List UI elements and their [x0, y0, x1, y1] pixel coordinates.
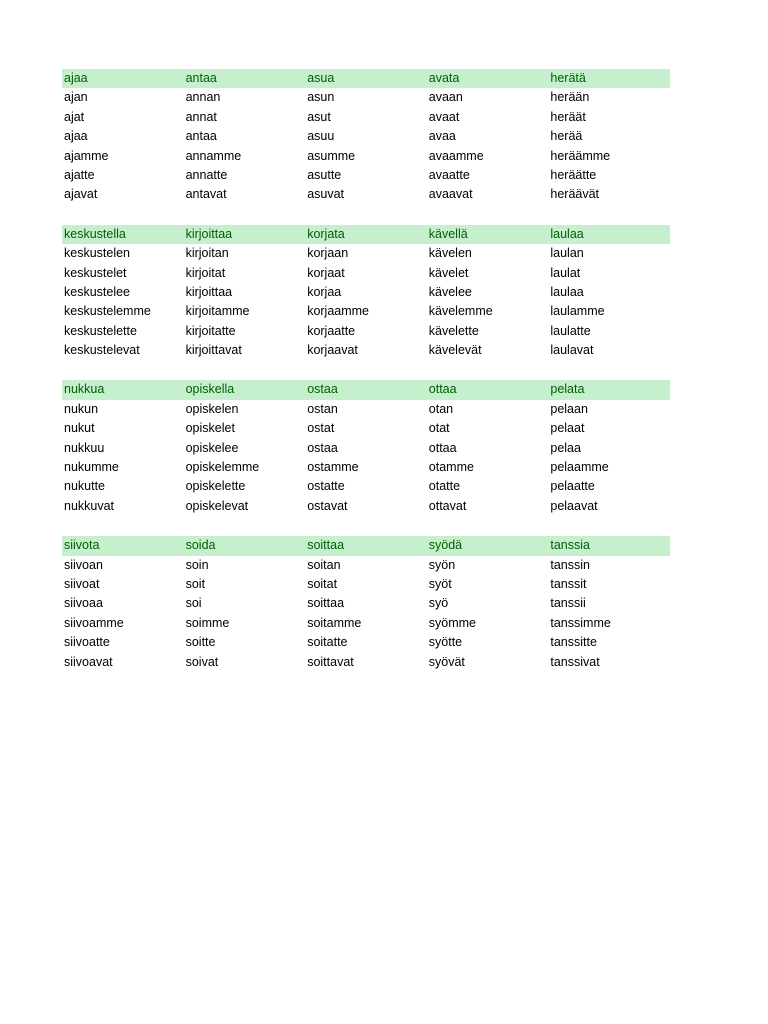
verb-header-row: [62, 380, 670, 399]
data-cell[interactable]: syötte: [428, 635, 463, 650]
conjugation-row: [62, 283, 670, 302]
conjugation-row: [62, 108, 670, 127]
data-cell[interactable]: siivoavat: [64, 654, 113, 669]
data-cell[interactable]: syöt: [428, 576, 452, 591]
data-cell[interactable]: opiskelevat: [185, 498, 249, 513]
conjugation-row: [62, 400, 670, 419]
conjugation-row: [62, 556, 670, 575]
data-cell[interactable]: laulan: [550, 246, 584, 261]
data-cell[interactable]: ostavat: [307, 498, 348, 513]
data-cell[interactable]: pelaavat: [550, 498, 598, 513]
data-cell[interactable]: ajat: [64, 109, 85, 124]
data-cell[interactable]: avaamme: [428, 148, 484, 163]
data-cell[interactable]: syömme: [428, 615, 477, 630]
data-cell[interactable]: soitatte: [307, 635, 348, 650]
header-cell[interactable]: laulaa: [550, 226, 584, 241]
conjugation-row: [62, 614, 670, 633]
data-cell[interactable]: annat: [185, 109, 217, 124]
data-cell[interactable]: keskustelee: [64, 284, 131, 299]
data-cell[interactable]: ostat: [307, 421, 335, 436]
data-cell[interactable]: syön: [428, 557, 456, 572]
conjugation-row: [62, 341, 670, 360]
conjugation-row: [62, 147, 670, 166]
data-cell[interactable]: nukut: [64, 421, 95, 436]
header-cell[interactable]: ajaa: [64, 71, 88, 85]
conjugation-row: [62, 575, 670, 594]
header-cell[interactable]: keskustella: [64, 226, 126, 241]
header-cell[interactable]: kirjoittaa: [185, 226, 233, 241]
conjugation-row: [62, 477, 670, 496]
data-cell[interactable]: korjaan: [307, 246, 349, 261]
data-cell[interactable]: soimme: [185, 615, 230, 630]
data-cell[interactable]: kävelee: [428, 284, 472, 299]
data-cell[interactable]: ostaa: [307, 440, 338, 455]
data-cell[interactable]: heräämme: [550, 148, 611, 163]
data-cell[interactable]: tanssitte: [550, 635, 597, 650]
header-cell[interactable]: tanssia: [550, 538, 590, 553]
data-cell[interactable]: keskustelen: [64, 246, 131, 261]
header-cell[interactable]: nukkua: [64, 382, 105, 397]
data-cell[interactable]: kirjoitan: [185, 246, 229, 261]
header-cell[interactable]: herätä: [550, 71, 586, 85]
data-cell[interactable]: ajavat: [64, 187, 98, 202]
data-cell[interactable]: ostamme: [307, 460, 359, 475]
data-cell[interactable]: heräätte: [550, 167, 597, 182]
verb-group-2: [62, 225, 670, 361]
data-cell[interactable]: avaavat: [428, 187, 473, 202]
conjugation-row: [62, 458, 670, 477]
verb-group-1: [62, 69, 670, 205]
data-cell[interactable]: avaat: [428, 109, 460, 124]
conjugation-row: [62, 166, 670, 185]
data-cell[interactable]: ottaa: [428, 440, 457, 455]
data-cell[interactable]: laulat: [550, 265, 581, 280]
data-cell[interactable]: soitat: [307, 576, 338, 591]
data-cell[interactable]: asuu: [307, 129, 335, 144]
data-cell[interactable]: otat: [428, 421, 450, 436]
data-cell[interactable]: opiskelette: [185, 479, 246, 494]
conjugation-row: [62, 594, 670, 613]
data-cell[interactable]: ostatte: [307, 479, 345, 494]
data-cell[interactable]: keskustelemme: [64, 304, 151, 319]
data-cell[interactable]: kävelen: [428, 246, 472, 261]
data-cell[interactable]: korjaavat: [307, 343, 358, 358]
data-cell[interactable]: keskustelette: [64, 323, 137, 338]
data-cell[interactable]: soitan: [307, 557, 341, 572]
data-cell[interactable]: asutte: [307, 167, 342, 182]
conjugation-row: [62, 88, 670, 107]
data-cell[interactable]: kävelette: [428, 323, 479, 338]
data-cell[interactable]: antaa: [185, 129, 217, 144]
data-cell[interactable]: kirjoittavat: [185, 343, 242, 358]
data-cell[interactable]: soitte: [185, 635, 216, 650]
data-cell[interactable]: nukun: [64, 401, 99, 416]
header-cell[interactable]: opiskella: [185, 382, 235, 397]
data-cell[interactable]: pelaamme: [550, 460, 609, 475]
data-cell[interactable]: herään: [550, 90, 590, 105]
data-cell[interactable]: soin: [185, 557, 209, 572]
data-cell[interactable]: opiskelen: [185, 401, 239, 416]
header-cell[interactable]: avata: [428, 71, 460, 85]
data-cell[interactable]: soivat: [185, 654, 219, 669]
header-cell[interactable]: antaa: [185, 71, 217, 85]
conjugation-row: [62, 185, 670, 204]
header-cell[interactable]: korjata: [307, 226, 345, 241]
data-cell[interactable]: kävelet: [428, 265, 469, 280]
data-cell[interactable]: opiskelemme: [185, 460, 260, 475]
header-cell[interactable]: soittaa: [307, 538, 345, 553]
data-cell[interactable]: laulaa: [550, 284, 584, 299]
data-cell[interactable]: ajatte: [64, 167, 95, 182]
header-cell[interactable]: kävellä: [428, 226, 468, 241]
data-cell[interactable]: nukkuvat: [64, 498, 115, 513]
data-cell[interactable]: nukkuu: [64, 440, 105, 455]
conjugation-row: [62, 439, 670, 458]
data-cell[interactable]: korjaatte: [307, 323, 356, 338]
data-cell[interactable]: kirjoitat: [185, 265, 226, 280]
conjugation-row: [62, 633, 670, 652]
data-cell[interactable]: korjaa: [307, 284, 342, 299]
data-cell[interactable]: asuvat: [307, 187, 345, 202]
conjugation-sheet: [62, 69, 670, 692]
data-cell[interactable]: asut: [307, 109, 331, 124]
data-cell[interactable]: kirjoitatte: [185, 323, 236, 338]
data-cell[interactable]: ajan: [64, 90, 88, 105]
data-cell[interactable]: pelaan: [550, 401, 588, 416]
data-cell[interactable]: nukutte: [64, 479, 106, 494]
header-cell[interactable]: ottaa: [428, 382, 457, 397]
data-cell[interactable]: avaatte: [428, 167, 470, 182]
conjugation-row: [62, 419, 670, 438]
header-cell[interactable]: siivota: [64, 538, 100, 553]
data-cell[interactable]: pelaat: [550, 421, 585, 436]
conjugation-row: [62, 264, 670, 283]
data-cell[interactable]: annan: [185, 90, 221, 105]
data-cell[interactable]: tanssii: [550, 596, 586, 611]
data-cell[interactable]: korjaat: [307, 265, 345, 280]
verb-group-3: [62, 380, 670, 516]
data-cell[interactable]: ajamme: [64, 148, 109, 163]
data-cell[interactable]: otan: [428, 401, 454, 416]
data-cell[interactable]: kävelevät: [428, 343, 482, 358]
header-cell[interactable]: syödä: [428, 538, 463, 553]
conjugation-row: [62, 127, 670, 146]
data-cell[interactable]: soitamme: [307, 615, 362, 630]
header-cell[interactable]: pelata: [550, 382, 585, 397]
data-cell[interactable]: tanssit: [550, 576, 587, 591]
data-cell[interactable]: soittaa: [307, 596, 345, 611]
data-cell[interactable]: siivoat: [64, 576, 100, 591]
conjugation-row: [62, 244, 670, 263]
data-cell[interactable]: laulatte: [550, 323, 591, 338]
verb-header-row: [62, 69, 670, 88]
header-cell[interactable]: soida: [185, 538, 216, 553]
data-cell[interactable]: kirjoitamme: [185, 304, 250, 319]
verb-group-4: [62, 536, 670, 672]
data-cell[interactable]: annatte: [185, 167, 228, 182]
data-cell[interactable]: soittavat: [307, 654, 354, 669]
data-cell[interactable]: siivoaa: [64, 596, 103, 611]
conjugation-row: [62, 302, 670, 321]
data-cell[interactable]: tanssivat: [550, 654, 600, 669]
data-cell[interactable]: syövät: [428, 654, 465, 669]
conjugation-row: [62, 497, 670, 516]
data-cell[interactable]: heräävät: [550, 187, 600, 202]
data-cell[interactable]: laulamme: [550, 304, 605, 319]
header-cell[interactable]: ostaa: [307, 382, 338, 397]
data-cell[interactable]: ottavat: [428, 498, 467, 513]
data-cell[interactable]: korjaamme: [307, 304, 370, 319]
data-cell[interactable]: kirjoittaa: [185, 284, 233, 299]
data-cell[interactable]: pelaatte: [550, 479, 595, 494]
data-cell[interactable]: laulavat: [550, 343, 594, 358]
data-cell[interactable]: tanssimme: [550, 615, 611, 630]
verb-header-row: [62, 225, 670, 244]
data-cell[interactable]: heräät: [550, 109, 586, 124]
data-cell[interactable]: opiskelet: [185, 421, 235, 436]
data-cell[interactable]: pelaa: [550, 440, 581, 455]
data-cell[interactable]: avaan: [428, 90, 463, 105]
data-cell[interactable]: kävelemme: [428, 304, 493, 319]
conjugation-row: [62, 653, 670, 672]
data-cell[interactable]: asumme: [307, 148, 356, 163]
data-cell[interactable]: nukumme: [64, 460, 119, 475]
data-cell[interactable]: keskustelevat: [64, 343, 140, 358]
data-cell[interactable]: siivoatte: [64, 635, 110, 650]
data-cell[interactable]: siivoamme: [64, 615, 124, 630]
data-cell[interactable]: otatte: [428, 479, 461, 494]
data-cell[interactable]: opiskelee: [185, 440, 239, 455]
data-cell[interactable]: annamme: [185, 148, 242, 163]
header-cell[interactable]: asua: [307, 71, 335, 85]
data-cell[interactable]: asun: [307, 90, 335, 105]
data-cell[interactable]: otamme: [428, 460, 474, 475]
data-cell[interactable]: keskustelet: [64, 265, 127, 280]
conjugation-row: [62, 322, 670, 341]
data-cell[interactable]: ajaa: [64, 129, 88, 144]
data-cell[interactable]: syö: [428, 596, 449, 611]
data-cell[interactable]: ostan: [307, 401, 338, 416]
data-cell[interactable]: tanssin: [550, 557, 590, 572]
data-cell[interactable]: siivoan: [64, 557, 103, 572]
data-cell[interactable]: antavat: [185, 187, 227, 202]
verb-header-row: [62, 536, 670, 555]
data-cell[interactable]: soi: [185, 596, 202, 611]
data-cell[interactable]: herää: [550, 129, 583, 144]
data-cell[interactable]: soit: [185, 576, 206, 591]
data-cell[interactable]: avaa: [428, 129, 456, 144]
